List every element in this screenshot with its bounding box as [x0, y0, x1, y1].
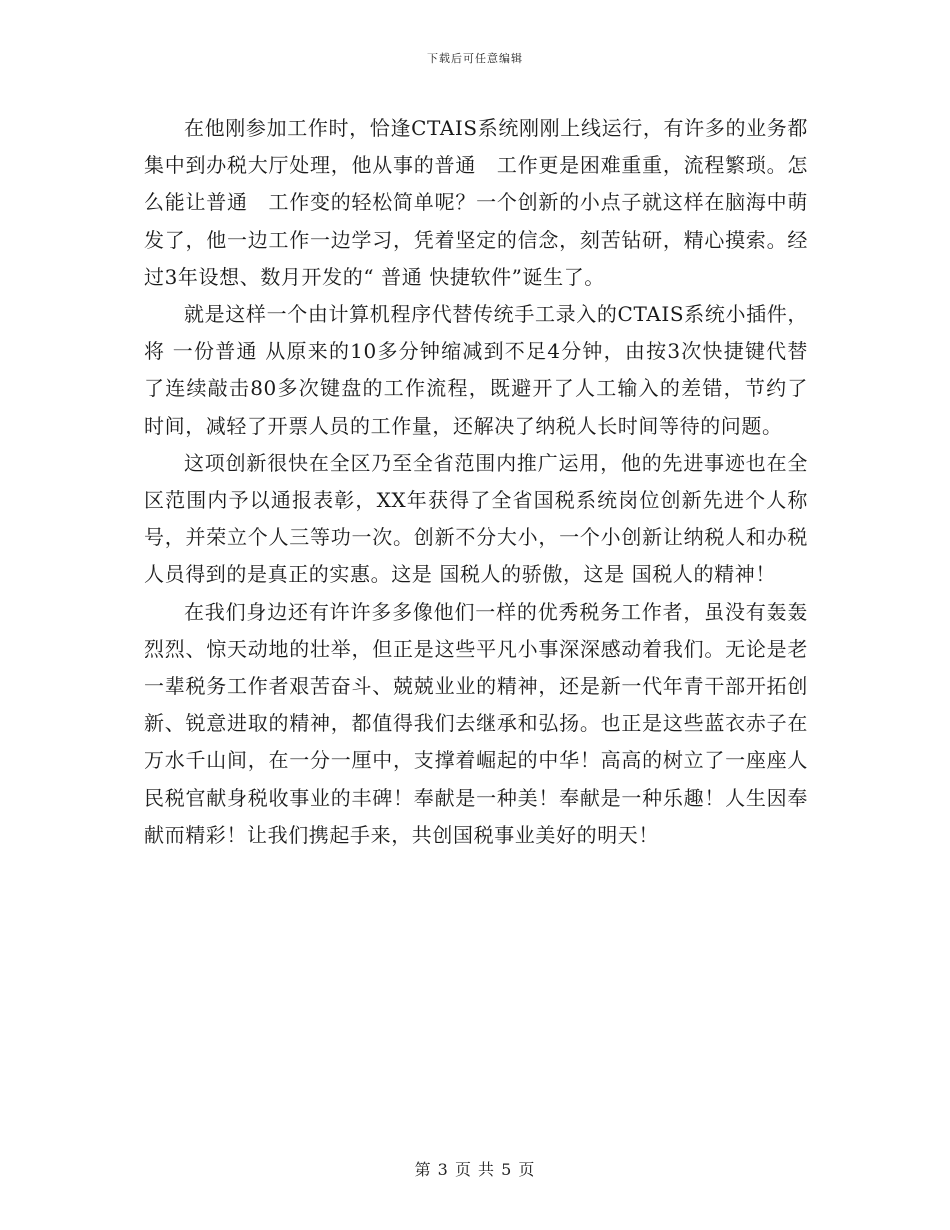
- paragraph-2: 就是这样一个由计算机程序代替传统手工录入的CTAIS系统小插件，将 一份普通 从原来的10多分钟缩减到不足4分钟，由按3次快捷键代替了连续敲击80多次键盘的工作流程，既避开了人工输入的差错，节约了时间，减轻了开票人员的工作量，还解决了纳税人长时间等待的问题。: [144, 302, 808, 438]
- page-header: 下载后可任意编辑: [427, 52, 523, 65]
- paragraph-4: 在我们身边还有许许多多像他们一样的优秀税务工作者，虽没有轰轰烈烈、惊天动地的壮举，但正是这些平凡小事深深感动着我们。无论是老一辈税务工作者艰苦奋斗、兢兢业业的精神，还是新一代年青干部开拓创新、锐意进取的精神，都值得我们去继承和弘扬。也正是这些蓝衣赤子在万水千山间，在一分一厘中，支撑着崛起的中华！高高的树立了一座座人民税官献身税收事业的丰碑！奉献是一种美！奉献是一种乐趣！人生因奉献而精彩！让我们携起手来，共创国税事业美好的明天！: [144, 599, 808, 847]
- paragraph-3: 这项创新很快在全区乃至全省范围内推广运用，他的先进事迹也在全区范围内予以通报表彰，XX年获得了全省国税系统岗位创新先进个人称号，并荣立个人三等功一次。创新不分大小，一个小创新让纳税人和办税人员得到的是真正的实惠。这是 国税人的骄傲，这是 国税人的精神！: [144, 450, 808, 587]
- document-body: [144, 110, 808, 854]
- page-number-footer: 第 3 页 共 5 页: [414, 1160, 536, 1179]
- paragraph-1: 在他刚参加工作时，恰逢CTAIS系统刚刚上线运行，有许多的业务都集中到办税大厅处理，他从事的普通 工作更是困难重重，流程繁琐。怎么能让普通 工作变的轻松简单呢？一个创新的小点子就这样在脑海中萌发了，他一边工作一边学习，凭着坚定的信念，刻苦钻研，精心摸索。经过3年设想、数月开发的“ 普通 快捷软件”诞生了。: [144, 116, 808, 289]
